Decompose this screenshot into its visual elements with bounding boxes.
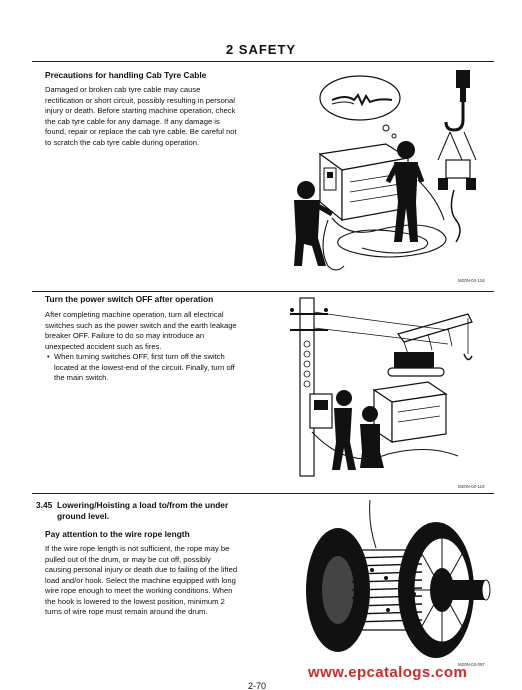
figure-code: M20N-02-097 [458, 662, 485, 667]
section-body-wire-rope [45, 544, 277, 618]
figure-code: M20N-02-119 [458, 484, 485, 489]
body-line: breaker OFF. Failure to do so may introduce an [45, 331, 205, 340]
power-switch-illustration [288, 294, 494, 484]
wire-rope-drum-illustration [292, 500, 492, 660]
body-line: injury or death. Before starting machine operation, check [45, 106, 236, 115]
body-line: the cab tyre cable for any damage. If any damage is [45, 116, 220, 126]
body-line: wire rope enough to meet the working conditions. When [45, 586, 233, 595]
body-line: unexpected accident such as fires. [45, 341, 162, 351]
body-line: load and/or hook. Select the machine equipped with long [45, 575, 236, 585]
body-line: Damaged or broken cab tyre cable may cause [45, 85, 201, 94]
bullet-symbol: • [47, 352, 50, 361]
header-rule [32, 61, 494, 62]
heading-line: ground level. [57, 511, 110, 521]
section-number: 3.45 [36, 500, 53, 510]
body-line: pulled out of the drum, or may be cut off, possibly [45, 554, 211, 564]
section-divider [32, 493, 494, 494]
chapter-title: 2 SAFETY [225, 42, 297, 57]
body-line: causing personal injury or death due to failing of the lifted [45, 565, 238, 574]
section-title-power-switch: Turn the power switch OFF after operation [45, 294, 214, 304]
section-divider [32, 291, 494, 292]
section-body-cab-tyre-cable [45, 85, 277, 148]
body-line: switches such as the power switch and the earth leakage [45, 320, 237, 330]
bullet-line: When turning switches OFF, first turn off the switch [54, 352, 225, 361]
page-number: 2-70 [248, 681, 267, 690]
body-line: to scratch the cab tyre cable during operation. [45, 137, 200, 147]
body-line: turns of wire rope must remain around the drum. [45, 607, 208, 616]
watermark: www.epcatalogs.com [308, 664, 468, 681]
bullet-line: located at the lowest-end of the circuit. Finally, turn off [54, 362, 235, 372]
body-line: rectification or short circuit, possibly resulting in personal [45, 95, 235, 105]
section-subtitle-wire-rope: Pay attention to the wire rope length [45, 529, 190, 539]
figure-code: M20N-02-118 [458, 278, 485, 283]
body-line: the hook is lowered to the lowest position, minimum 2 [45, 596, 225, 606]
section-title-cab-tyre-cable: Precautions for handling Cab Tyre Cable [45, 70, 207, 80]
heading-line: Lowering/Hoisting a load to/from the under [57, 500, 229, 510]
cab-tyre-cable-illustration [288, 70, 494, 282]
section-body-power-switch [45, 310, 277, 352]
bullet-line: the main switch. [54, 373, 109, 382]
body-line: found, repair or replace the cab tyre cable. Be careful not [45, 127, 237, 136]
body-line: After completing machine operation, turn all electrical [45, 310, 224, 319]
body-line: If the wire rope length is not sufficient, the rope may be [45, 544, 230, 553]
